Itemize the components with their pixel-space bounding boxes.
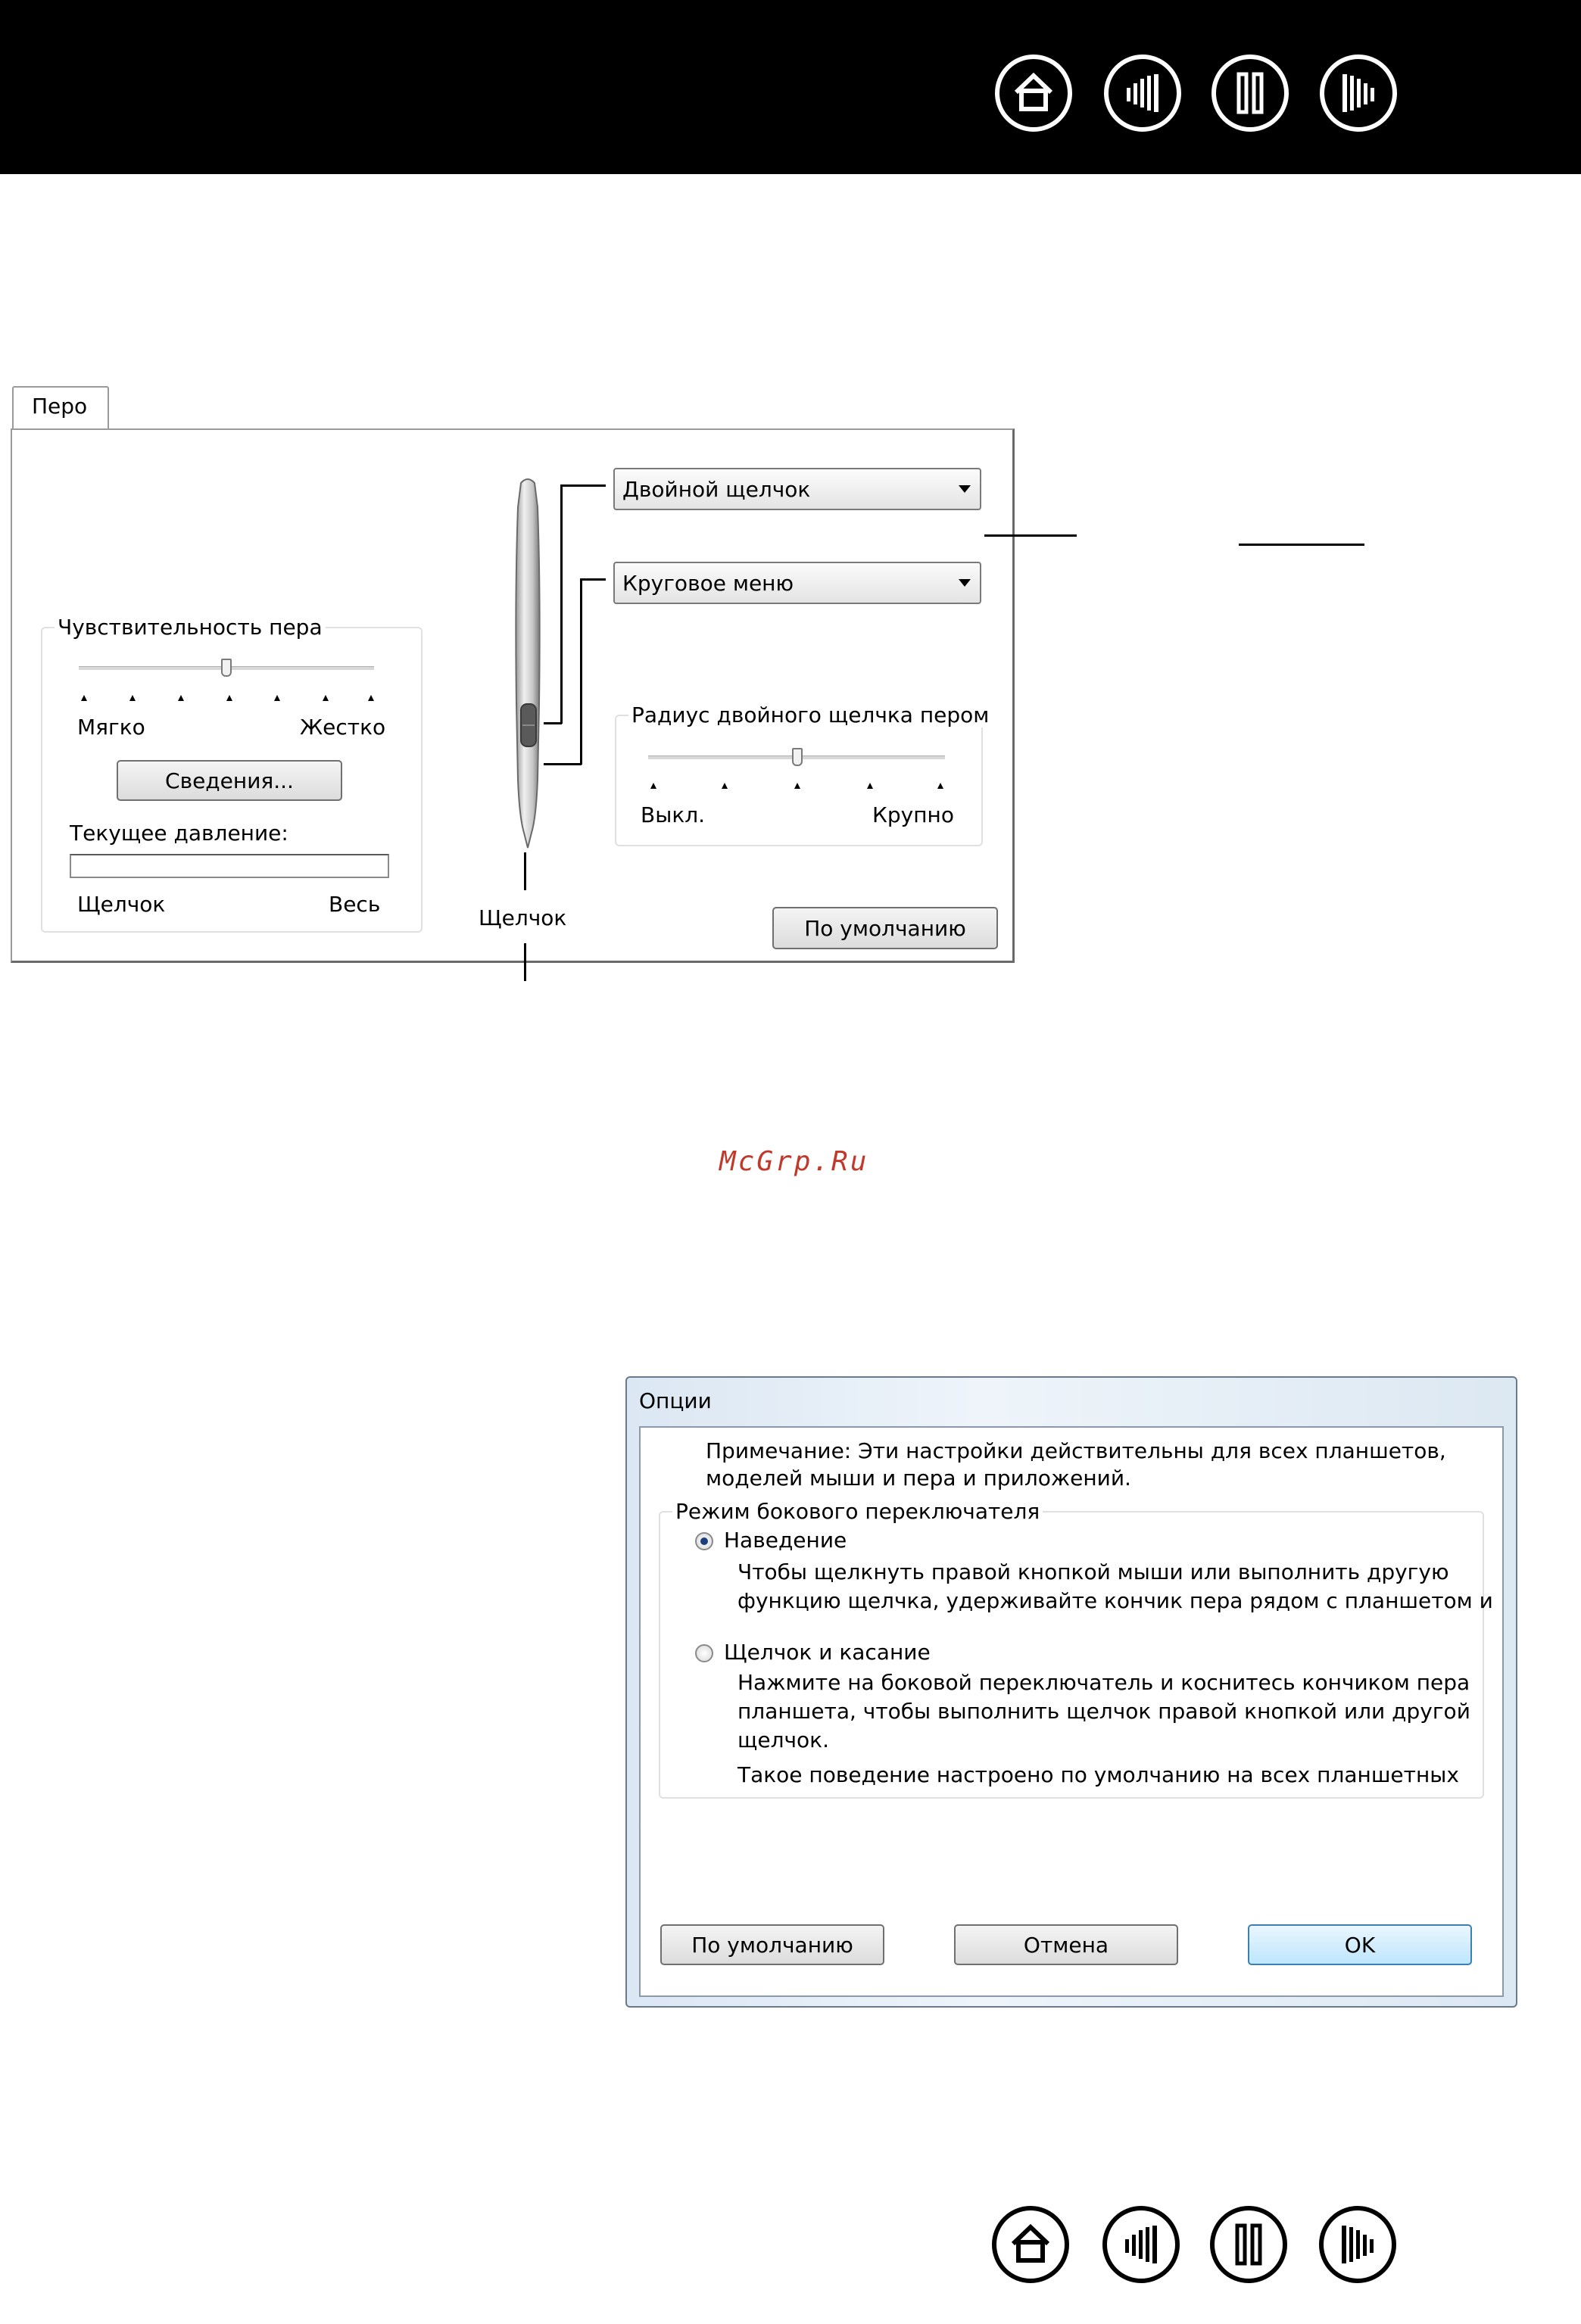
double-click-min-label: Выкл. — [641, 802, 706, 827]
pressure-min-label: Щелчок — [77, 892, 166, 917]
contents-icon[interactable] — [1102, 2206, 1180, 2283]
tick — [323, 695, 329, 701]
sensitivity-min-label: Мягко — [77, 715, 145, 740]
tick — [722, 783, 728, 789]
callout-line — [524, 943, 526, 981]
click-tap-desc-line-1: Нажмите на боковой переключатель и коснитесь кончиком пера — [737, 1670, 1470, 1695]
current-pressure-label: Текущее давление: — [70, 821, 288, 846]
callout-line — [984, 534, 1077, 537]
tick — [274, 695, 280, 701]
callout-line — [544, 763, 582, 765]
tab-pen[interactable] — [12, 386, 109, 431]
callout-line — [544, 722, 562, 724]
pen-sensitivity-title: Чувствительность пера — [55, 615, 326, 640]
options-dialog-title: Опции — [639, 1388, 712, 1413]
click-tap-desc-line-2: планшета, чтобы выполнить щелчок правой кнопкой или другой — [737, 1699, 1470, 1724]
click-tap-radio[interactable] — [695, 1644, 713, 1662]
side-switch-mode-title: Режим бокового переключателя — [672, 1499, 1043, 1524]
options-default-button[interactable]: По умолчанию — [660, 1924, 884, 1965]
tick — [650, 783, 656, 789]
sensitivity-slider-thumb[interactable] — [221, 659, 232, 677]
ok-button[interactable]: OK — [1248, 1924, 1472, 1965]
tick — [867, 783, 873, 789]
note-line-1: Примечание: Эти настройки действительны для всех планшетов, — [706, 1438, 1446, 1463]
hover-radio[interactable] — [695, 1532, 713, 1550]
tick — [226, 695, 232, 701]
upper-button-select[interactable] — [613, 468, 981, 510]
contents-icon[interactable] — [1104, 55, 1181, 132]
pen-default-button[interactable]: По умолчанию — [772, 907, 998, 949]
index-icon[interactable] — [1210, 2206, 1287, 2283]
sensitivity-max-label: Жестко — [300, 715, 386, 740]
home-icon[interactable] — [992, 2206, 1069, 2283]
callout-line — [1239, 544, 1364, 546]
lower-button-select[interactable] — [613, 562, 981, 604]
cancel-button[interactable]: Отмена — [954, 1924, 1178, 1965]
index-icon[interactable] — [1211, 55, 1289, 132]
tick — [937, 783, 943, 789]
callout-line — [580, 578, 582, 765]
section-icon[interactable] — [1319, 2206, 1396, 2283]
chevron-down-icon — [959, 579, 971, 587]
pen-illustration — [500, 477, 556, 851]
double-click-slider-thumb[interactable] — [792, 748, 803, 766]
pen-settings-dialog — [0, 0, 1060, 999]
hover-label[interactable]: Наведение — [724, 1528, 847, 1553]
section-icon[interactable] — [1320, 55, 1397, 132]
callout-line — [560, 484, 606, 487]
tick — [368, 695, 374, 701]
hover-desc-line-2: функцию щелчка, удерживайте кончик пера рядом с планшетом и — [737, 1588, 1493, 1613]
footer-nav — [0, 2195, 1581, 2324]
hover-desc-line-1: Чтобы щелкнуть правой кнопкой мыши или выполнить другую — [737, 1559, 1449, 1584]
tick — [129, 695, 136, 701]
click-tap-desc-line-3: щелчок. — [737, 1727, 829, 1752]
pressure-max-label: Весь — [329, 892, 381, 917]
callout-line — [560, 484, 563, 724]
click-tap-desc-line-4: Такое поведение настроено по умолчанию на всех планшетных — [737, 1762, 1459, 1787]
tab-label: Перо — [32, 394, 88, 419]
double-click-distance-title: Радиус двойного щелчка пером — [628, 702, 992, 727]
double-click-max-label: Крупно — [872, 802, 954, 827]
pen-tip-label: Щелчок — [479, 905, 567, 930]
tick — [794, 783, 800, 789]
upper-button-value: Двойной щелчок — [622, 476, 811, 502]
tick — [81, 695, 87, 701]
tick — [178, 695, 184, 701]
callout-line — [580, 578, 606, 581]
lower-button-value: Круговое меню — [622, 570, 794, 596]
chevron-down-icon — [959, 485, 971, 493]
details-button[interactable]: Сведения... — [117, 760, 342, 801]
click-tap-label[interactable]: Щелчок и касание — [724, 1640, 931, 1665]
callout-line — [524, 852, 526, 890]
watermark: McGrp.Ru — [719, 1146, 869, 1177]
note-line-2: моделей мыши и пера и приложений. — [706, 1466, 1131, 1491]
current-pressure-bar — [70, 854, 389, 878]
